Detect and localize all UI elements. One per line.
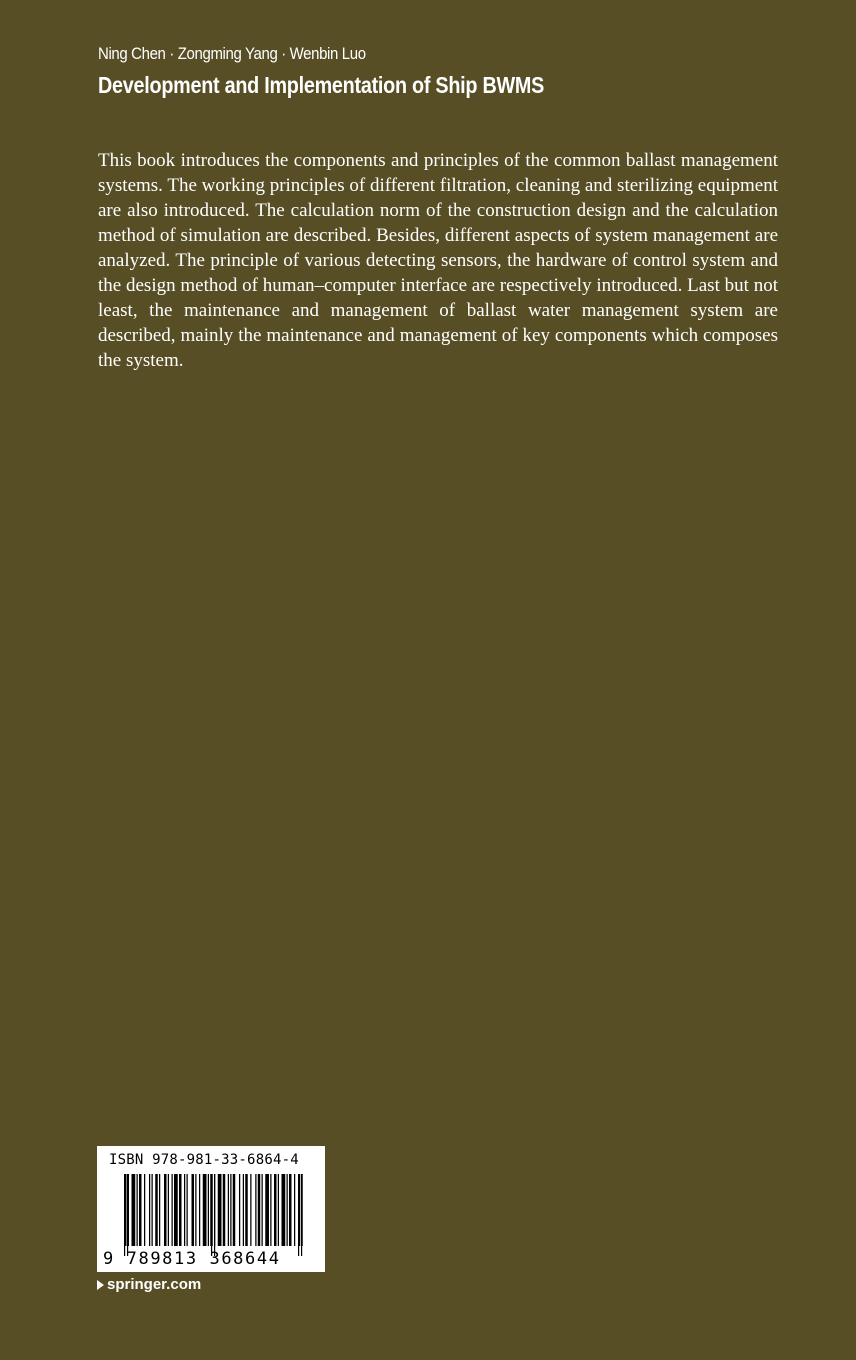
publisher-website-label: springer.com — [107, 1276, 202, 1293]
isbn-barcode — [97, 1146, 325, 1272]
isbn-number: ISBN 978-981-33-6864-4 — [109, 1152, 299, 1168]
publisher-website-link[interactable] — [97, 1276, 201, 1293]
barcode-digits: 9 789813 368644 — [103, 1249, 281, 1269]
arrow-right-icon — [97, 1280, 104, 1290]
author-line: Ning Chen · Zongming Yang · Wenbin Luo — [98, 44, 366, 63]
book-title: Development and Implementation of Ship BWMS — [98, 72, 545, 98]
book-description: This book introduces the components and principles of the common ballast management systems. The working principles of different filtration, cleaning and sterilizing equipment are also introduced. The calculation norm of the construction design and the calculation method of simulation are described. Besides, different aspects of system management are analyzed. The principle of various detecting sensors, the hardware of control system and the design method of human–computer interface are respectively introduced. Last but not least, the maintenance and management of ballast water management system are described, mainly the maintenance and management of key components which composes the system. — [98, 150, 778, 371]
